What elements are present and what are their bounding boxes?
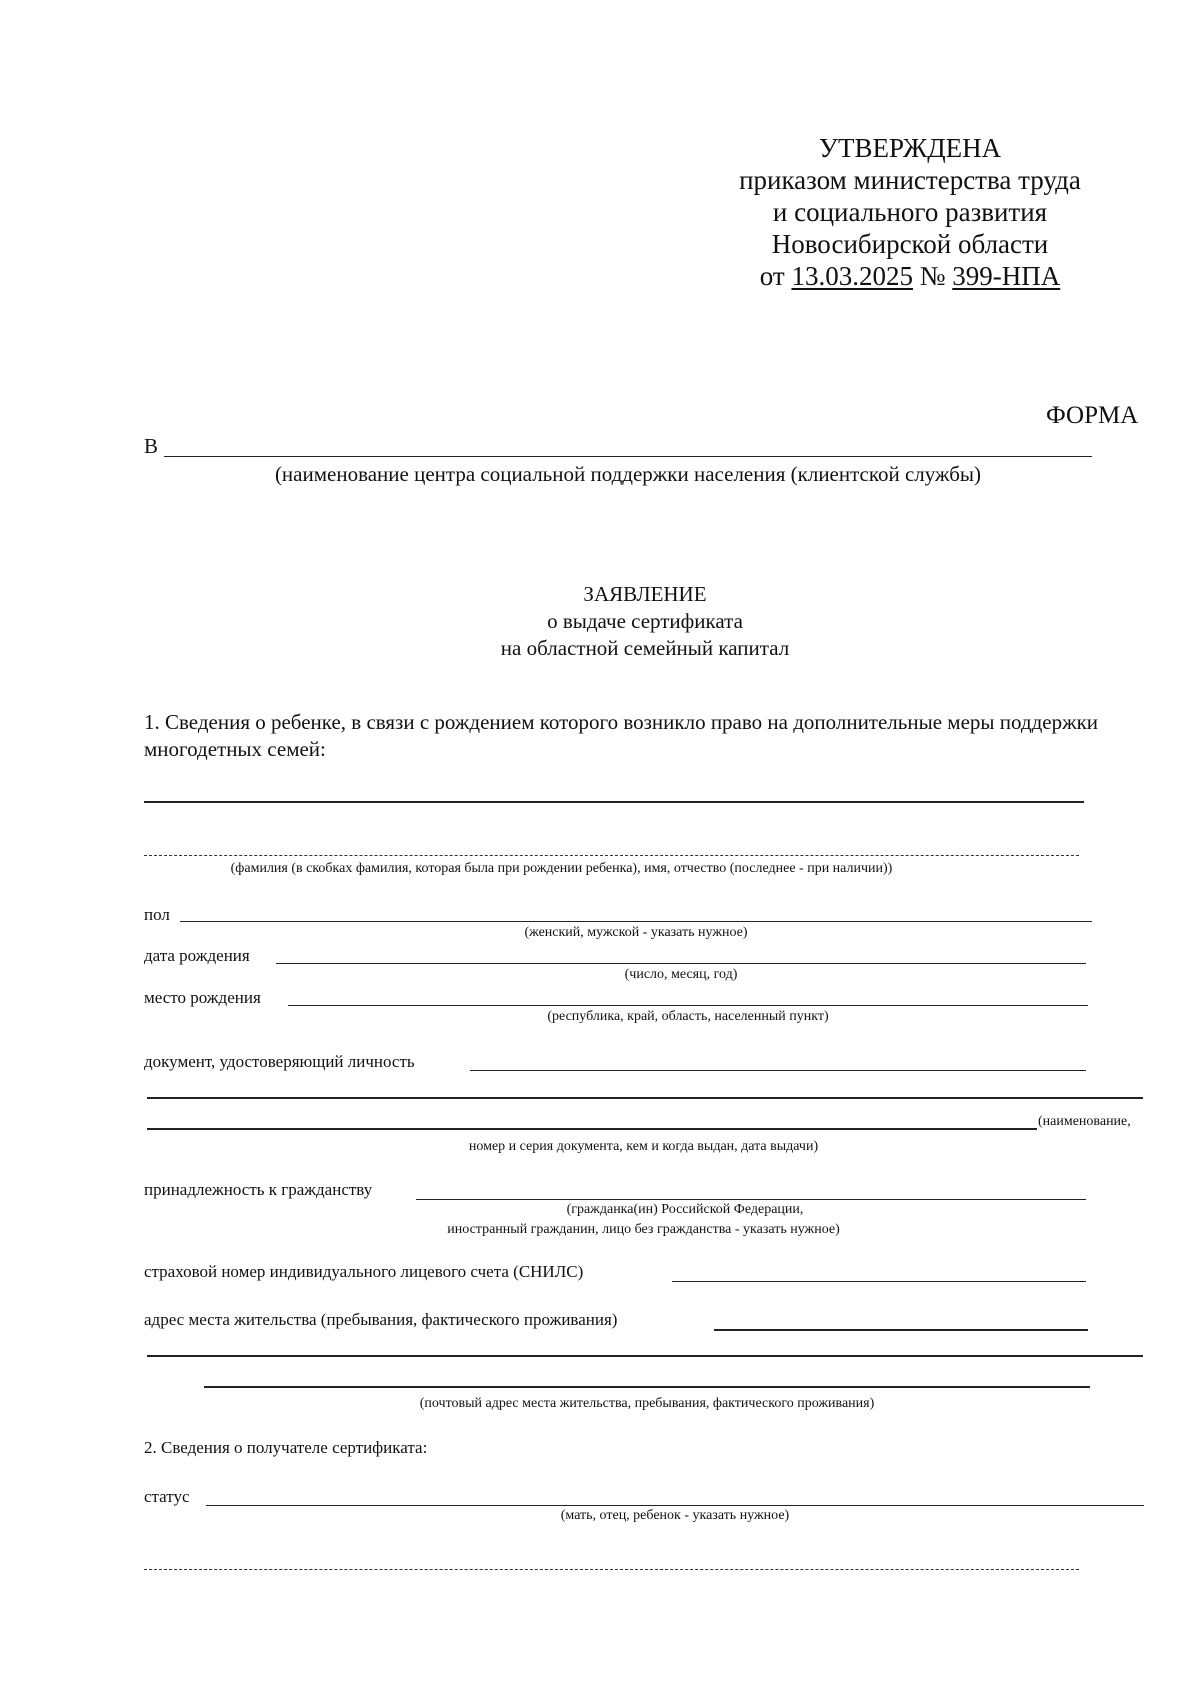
- id-document-field-line-1[interactable]: [470, 1070, 1086, 1071]
- approval-number-sign: №: [919, 261, 946, 291]
- address-label: адрес места жительства (пребывания, фактического проживания): [144, 1310, 618, 1329]
- sex-field-line[interactable]: [180, 921, 1092, 922]
- id-document-hint-end: (наименование,: [1038, 1114, 1131, 1129]
- citizenship-field-line[interactable]: [416, 1199, 1086, 1200]
- birthdate-field-line[interactable]: [276, 963, 1086, 964]
- form-label: ФОРМА: [1046, 402, 1139, 429]
- statement-subtitle-1: о выдаче сертификата: [547, 609, 743, 633]
- statement-title: ЗАЯВЛЕНИЕ: [583, 582, 707, 606]
- birthplace-hint: (республика, край, область, населенный пункт): [547, 1009, 829, 1024]
- approval-line-3: Новосибирской области: [771, 229, 1049, 259]
- recipient-hint: (наименование центра социальной поддержки населения (клиентской службы): [274, 462, 982, 486]
- citizenship-hint-1: (гражданка(ин) Российской Федерации,: [566, 1202, 804, 1217]
- birthdate-label: дата рождения: [144, 946, 250, 965]
- approval-date: 13.03.2025: [791, 261, 913, 291]
- snils-label: страховой номер индивидуального лицевого счета (СНИЛС): [144, 1262, 584, 1281]
- approval-line-1: приказом министерства труда: [739, 165, 1081, 195]
- citizenship-hint-2: иностранный гражданин, лицо без гражданства - указать нужное): [447, 1222, 840, 1237]
- sex-label: пол: [144, 905, 170, 924]
- id-document-label: документ, удостоверяющий личность: [144, 1052, 415, 1071]
- id-document-field-line-3[interactable]: [147, 1128, 1037, 1130]
- birthdate-hint: (число, месяц, год): [624, 967, 738, 982]
- approval-number: 399-НПА: [952, 261, 1061, 291]
- statement-subtitle-2: на областной семейный капитал: [500, 636, 790, 660]
- approval-block: [700, 132, 1120, 292]
- id-document-field-line-2[interactable]: [147, 1097, 1143, 1099]
- approval-line-2: и социального развития: [772, 197, 1048, 227]
- address-field-line-1[interactable]: [714, 1329, 1088, 1331]
- snils-field-line[interactable]: [672, 1281, 1086, 1282]
- child-name-line-2[interactable]: [144, 855, 1079, 856]
- status-field-line[interactable]: [206, 1505, 1144, 1506]
- address-hint: (почтовый адрес места жительства, пребывания, фактического проживания): [419, 1396, 875, 1411]
- id-document-hint: номер и серия документа, кем и когда выдан, дата выдачи): [468, 1139, 819, 1154]
- section1-title-line2: многодетных семей:: [144, 737, 326, 761]
- recipient-details-line[interactable]: [144, 1569, 1079, 1570]
- citizenship-label: принадлежность к гражданству: [144, 1180, 373, 1199]
- approval-title: УТВЕРЖДЕНА: [818, 133, 1002, 163]
- section2-title: 2. Сведения о получателе сертификата:: [144, 1438, 428, 1457]
- sex-hint: (женский, мужской - указать нужное): [524, 925, 748, 940]
- birthplace-label: место рождения: [144, 988, 261, 1007]
- approval-date-line: [700, 260, 1120, 292]
- approval-date-prefix: от: [759, 261, 785, 291]
- section1-title-line1: 1. Сведения о ребенке, в связи с рождением которого возникло право на дополнительные меры поддержки: [144, 710, 1099, 734]
- address-field-line-2[interactable]: [147, 1355, 1143, 1357]
- status-label: статус: [144, 1487, 190, 1506]
- recipient-field-line[interactable]: [164, 456, 1092, 457]
- child-name-hint: (фамилия (в скобках фамилия, которая была при рождении ребенка), имя, отчество (последнее - при наличии)): [230, 861, 893, 876]
- address-field-line-3[interactable]: [204, 1386, 1090, 1388]
- birthplace-field-line[interactable]: [288, 1005, 1088, 1006]
- recipient-prefix: В: [144, 434, 159, 458]
- child-name-line-1[interactable]: [144, 801, 1084, 803]
- status-hint: (мать, отец, ребенок - указать нужное): [560, 1508, 790, 1523]
